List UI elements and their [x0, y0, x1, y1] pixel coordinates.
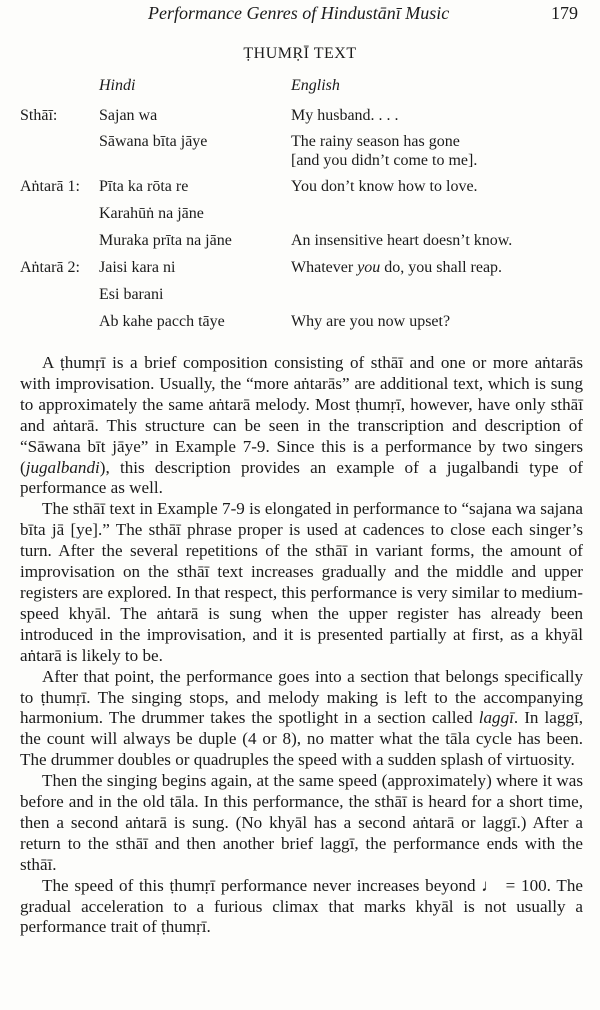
hindi-line: Sajan wa — [99, 107, 158, 124]
english-line: The rainy season has gone — [291, 133, 460, 150]
english-line: My husband. . . . — [291, 107, 399, 124]
row-label: Aṅtarā 2: — [20, 259, 80, 276]
paragraph: A ṭhumṛī is a brief composition consisting of sthāī and one or more aṅtarās with improvisation. Usually, the “more aṅtarās” are additional text, which is sung to approximately the same aṅtarā melody. Most ṭhumṛī, however, have only sthāī and aṅtarā. This structure can be seen in the transcription and description of “Sāwana bīt jāye” in Example 7-9. Since this is a performance by two singers (jugalbandi), this description provides an example of a jugalbandi type of performance as well. — [20, 353, 583, 498]
english-line: [and you didn’t come to me]. — [291, 152, 478, 169]
hindi-line: Jaisi kara ni — [99, 259, 176, 276]
row-label: Sthāī: — [20, 107, 58, 124]
english-line: An insensitive heart doesn’t know. — [291, 232, 513, 249]
body-text — [20, 353, 583, 938]
column-header-hindi: Hindi — [99, 77, 136, 94]
column-header-english: English — [291, 77, 340, 94]
table-title: ṬHUMṚĪ TEXT — [243, 45, 357, 62]
hindi-line: Ab kahe pacch tāye — [99, 313, 225, 330]
paragraph: After that point, the performance goes into a section that belongs specifically to ṭhumṛī. The singing stops, and melody making is left to the accompanying harmonium. The drummer takes the spotlight in a section called laggī. In laggī, the count will always be duple (4 or 8), no matter what the tāla cycle has been. The drummer doubles or quadruples the speed with a sudden splash of virtuosity. — [20, 666, 583, 770]
hindi-line: Pīta ka rōta re — [99, 178, 189, 195]
hindi-line: Sāwana bīta jāye — [99, 133, 208, 150]
paragraph: Then the singing begins again, at the same speed (approximately) where it was before and in the old tāla. In this performance, the sthāī is heard for a short time, then a second aṅtarā is sung. (No khyāl has a second aṅtarā or laggī.) After a return to the sthāī and then another brief laggī, the performance ends with the sthāī. — [20, 771, 583, 874]
row-label: Aṅtarā 1: — [20, 178, 80, 195]
hindi-line: Karahūṅ na jāne — [99, 205, 204, 222]
hindi-line: Muraka prīta na jāne — [99, 232, 232, 249]
page-header — [0, 0, 600, 30]
paragraph: The sthāī text in Example 7-9 is elongated in performance to “sajana wa sajana bīta jā [ye].” The sthāī phrase proper is used at cadences to close each singer’s turn. After the several repetitions of the sthāī in variant forms, the amount of improvisation on the sthāī text increases gradually and the middle and upper registers are explored. In that respect, this performance is very similar to medium-speed khyāl. The aṅtarā is sung when the upper register has already been introduced in the improvisation, and it is presented partially at first, as a khyāl aṅtarā is likely to be. — [20, 499, 583, 665]
english-line: Whatever you do, you shall reap. — [291, 259, 503, 276]
english-line: You don’t know how to love. — [291, 178, 478, 195]
running-head: Performance Genres of Hindustānī Music — [148, 3, 450, 23]
hindi-line: Esi barani — [99, 286, 164, 303]
page-number: 179 — [551, 3, 578, 23]
paragraph: The speed of this ṭhumṛī performance never increases beyond ♩ = 100. The gradual acceleration to a furious climax that marks khyāl is not usually a performance trait of ṭhumṛī. — [20, 875, 583, 937]
english-line: Why are you now upset? — [291, 313, 451, 330]
